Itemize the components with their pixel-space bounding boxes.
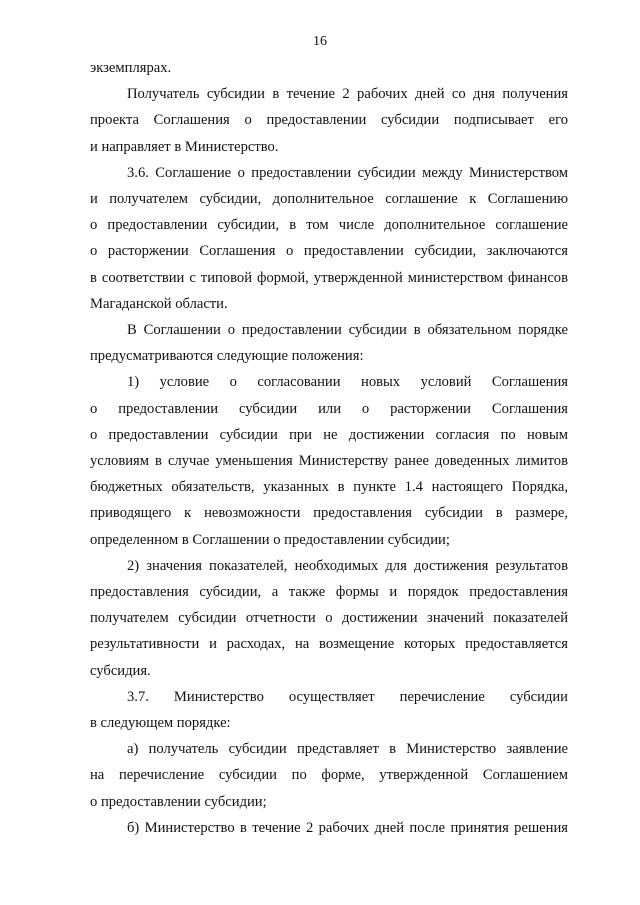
text-line: бюджетных обязательств, указанных в пункте 1.4 настоящего Порядка, <box>90 479 568 496</box>
text-line: Магаданской области. <box>90 295 228 312</box>
text-line: в соответствии с типовой формой, утвержденной министерством финансов <box>90 269 568 286</box>
text-line: предусматриваются следующие положения: <box>90 348 364 365</box>
text-line: проекта Соглашения о предоставлении субсидии подписывает его <box>90 112 568 129</box>
text-line: В Соглашении о предоставлении субсидии в обязательном порядке <box>127 322 568 339</box>
text-line: определенном в Соглашении о предоставлении субсидии; <box>90 531 450 548</box>
text-line: предоставления субсидии, а также формы и порядок предоставления <box>90 584 568 601</box>
text-line: о предоставлении субсидии, в том числе дополнительное соглашение <box>90 217 568 234</box>
text-line: приводящего к невозможности предоставления субсидии в размере, <box>90 505 568 522</box>
text-line: субсидия. <box>90 662 151 679</box>
text-line: экземплярах. <box>90 60 172 76</box>
text-line: результативности и расходах, на возмещение которых предоставляется <box>90 636 568 653</box>
text-line: о предоставлении субсидии; <box>90 793 267 810</box>
text-line: 3.6. Соглашение о предоставлении субсидии между Министерством <box>127 164 568 181</box>
text-line: о расторжении Соглашения о предоставлении субсидии, заключаются <box>90 243 568 260</box>
text-line: б) Министерство в течение 2 рабочих дней после принятия решения <box>127 819 568 836</box>
text-line: о предоставлении субсидии при не достижении согласия по новым <box>90 426 568 443</box>
text-line: и направляет в Министерство. <box>90 138 279 155</box>
text-line: а) получатель субсидии представляет в Министерство заявление <box>127 741 568 758</box>
text-line: в следующем порядке: <box>90 715 231 732</box>
document-body <box>90 55 568 841</box>
text-line: 2) значения показателей, необходимых для достижения результатов <box>127 557 568 574</box>
text-line: на перечисление субсидии по форме, утвержденной Соглашением <box>90 767 568 784</box>
page-number: 16 <box>313 34 327 49</box>
text-line: 1) условие о согласовании новых условий Соглашения <box>127 374 568 391</box>
text-line: и получателем субсидии, дополнительное соглашение к Соглашению <box>90 191 568 208</box>
text-line: условиям в случае уменьшения Министерству ранее доведенных лимитов <box>90 453 568 470</box>
text-line: получателем субсидии отчетности о достижении значений показателей <box>90 610 568 627</box>
text-line: о предоставлении субсидии или о расторжении Соглашения <box>90 400 568 417</box>
text-line: 3.7. Министерство осуществляет перечисление субсидии <box>127 688 568 705</box>
text-line: Получатель субсидии в течение 2 рабочих дней со дня получения <box>127 86 568 103</box>
